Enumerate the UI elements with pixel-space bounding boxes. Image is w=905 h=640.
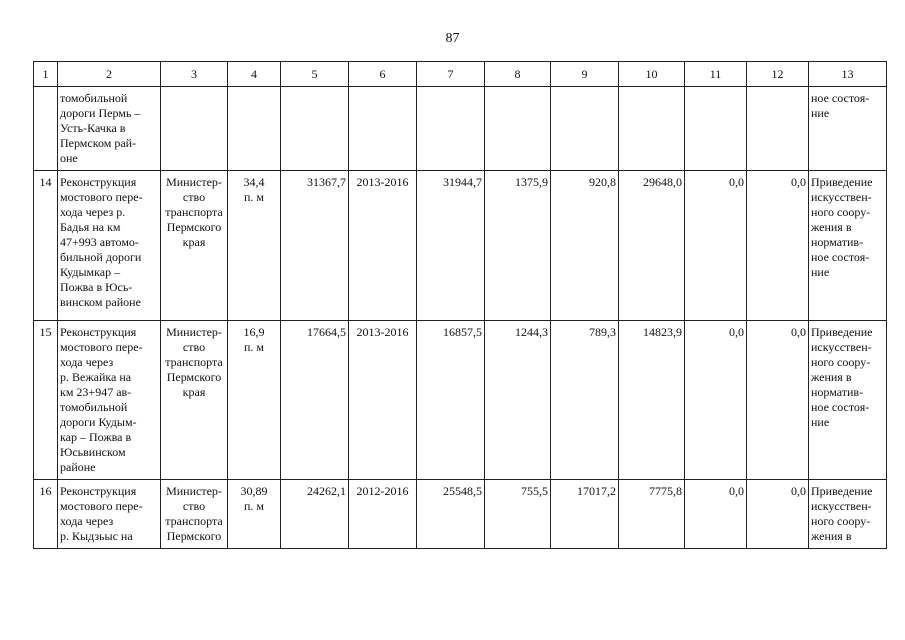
table-row [34, 87, 887, 171]
value-cell: 29648,0 [619, 171, 685, 321]
header-cell: 2 [58, 62, 161, 87]
header-cell: 1 [34, 62, 58, 87]
header-cell: 3 [161, 62, 228, 87]
value-cell: 0,0 [685, 171, 747, 321]
row-number: 16 [34, 480, 58, 549]
measure-name: Реконструкция мостового пере- хода через р. Вежайка на км 23+947 ав- томобильной дороги Кудым- кар – Пожва в Юсьвинском районе [58, 321, 161, 480]
value-cell: 24262,1 [281, 480, 349, 549]
value-cell: 16857,5 [417, 321, 485, 480]
row-number: 14 [34, 171, 58, 321]
expected-result: Приведение искусствен- ного соору- жения в норматив- ное состоя- ние [809, 171, 887, 321]
header-cell: 6 [349, 62, 417, 87]
header-cell: 7 [417, 62, 485, 87]
expected-result: ное состоя- ние [809, 87, 887, 171]
executor [161, 87, 228, 171]
header-cell: 13 [809, 62, 887, 87]
period-cell: 2013-2016 [349, 321, 417, 480]
row-number [34, 87, 58, 171]
value-cell: 0,0 [685, 321, 747, 480]
length: 30,89 п. м [228, 480, 281, 549]
value-cell [485, 87, 551, 171]
expected-result: Приведение искусствен- ного соору- жения в [809, 480, 887, 549]
value-cell: 1375,9 [485, 171, 551, 321]
header-cell: 4 [228, 62, 281, 87]
value-cell [685, 87, 747, 171]
value-cell: 0,0 [747, 321, 809, 480]
value-cell: 31944,7 [417, 171, 485, 321]
value-cell: 31367,7 [281, 171, 349, 321]
table-row [34, 171, 887, 321]
header-cell: 8 [485, 62, 551, 87]
length [228, 87, 281, 171]
value-cell [551, 87, 619, 171]
expected-result: Приведение искусствен- ного соору- жения в норматив- ное состоя- ние [809, 321, 887, 480]
program-table [33, 61, 887, 549]
executor: Министер- ство транспорта Пермского края [161, 321, 228, 480]
header-cell: 10 [619, 62, 685, 87]
value-cell: 755,5 [485, 480, 551, 549]
value-cell: 17664,5 [281, 321, 349, 480]
value-cell: 0,0 [747, 480, 809, 549]
length: 34,4 п. м [228, 171, 281, 321]
period-cell [349, 87, 417, 171]
measure-name: Реконструкция мостового пере- хода через р. Бадья на км 47+993 автомо- бильной дороги Кудымкар – Пожва в Юсь- винском районе [58, 171, 161, 321]
period-cell: 2013-2016 [349, 171, 417, 321]
value-cell: 7775,8 [619, 480, 685, 549]
value-cell: 920,8 [551, 171, 619, 321]
value-cell: 789,3 [551, 321, 619, 480]
value-cell: 17017,2 [551, 480, 619, 549]
value-cell [619, 87, 685, 171]
executor: Министер- ство транспорта Пермского [161, 480, 228, 549]
value-cell: 25548,5 [417, 480, 485, 549]
value-cell [747, 87, 809, 171]
header-cell: 12 [747, 62, 809, 87]
value-cell: 1244,3 [485, 321, 551, 480]
measure-name: Реконструкция мостового пере- хода через р. Кыдзьыс на [58, 480, 161, 549]
header-cell: 11 [685, 62, 747, 87]
value-cell: 14823,9 [619, 321, 685, 480]
measure-name: томобильной дороги Пермь – Усть-Качка в Пермском рай- оне [58, 87, 161, 171]
header-cell: 5 [281, 62, 349, 87]
period-cell: 2012-2016 [349, 480, 417, 549]
page-number: 87 [445, 31, 460, 46]
table-row [34, 321, 887, 480]
executor: Министер- ство транспорта Пермского края [161, 171, 228, 321]
value-cell: 0,0 [747, 171, 809, 321]
value-cell [281, 87, 349, 171]
table-row [34, 480, 887, 549]
length: 16,9 п. м [228, 321, 281, 480]
row-number: 15 [34, 321, 58, 480]
value-cell: 0,0 [685, 480, 747, 549]
header-row [34, 62, 887, 87]
header-cell: 9 [551, 62, 619, 87]
value-cell [417, 87, 485, 171]
